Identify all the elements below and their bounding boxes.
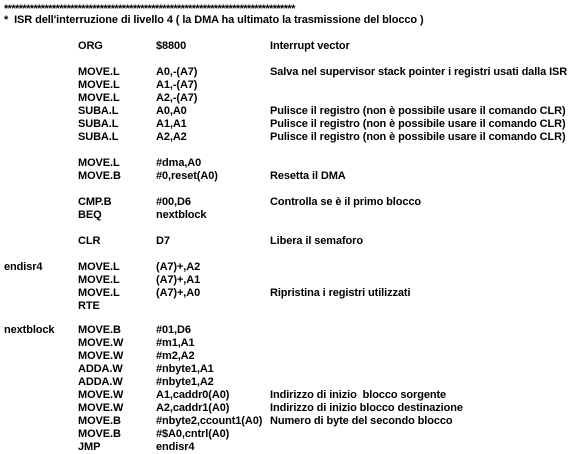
line-operand: #01,D6: [156, 324, 191, 336]
line-operand: #$A0,cntrl(A0): [156, 428, 230, 440]
line-opcode: MOVE.B: [78, 428, 121, 440]
line-operand: #m1,A1: [156, 337, 195, 349]
line-comment: Pulisce il registro (non è possibile usare il comando CLR): [270, 118, 566, 130]
line-operand: nextblock: [156, 209, 207, 221]
line-opcode: BEQ: [78, 209, 102, 221]
line-operand: A1,caddr0(A0): [156, 389, 230, 401]
line-opcode: MOVE.L: [78, 287, 120, 299]
line-comment: Interrupt vector: [270, 40, 350, 52]
line-operand: #nbyte1,A2: [156, 376, 214, 388]
line-operand: A2,A2: [156, 131, 187, 143]
line-label: endisr4: [4, 261, 43, 273]
line-operand: #dma,A0: [156, 157, 202, 169]
line-opcode: ORG: [78, 40, 103, 52]
line-opcode: MOVE.L: [78, 261, 120, 273]
line-opcode: SUBA.L: [78, 131, 119, 143]
line-opcode: MOVE.W: [78, 350, 124, 362]
line-comment: Pulisce il registro (non è possibile usare il comando CLR): [270, 131, 566, 143]
line-opcode: MOVE.B: [78, 170, 121, 182]
line-comment: Pulisce il registro (non è possibile usare il comando CLR): [270, 105, 566, 117]
line-operand: (A7)+,A2: [156, 261, 201, 273]
listing-title: * ISR dell'interruzione di livello 4 ( la DMA ha ultimato la trasmissione del blocco ): [4, 14, 424, 26]
line-operand: (A7)+,A0: [156, 287, 201, 299]
line-operand: #00,D6: [156, 196, 191, 208]
line-comment: Ripristina i registri utilizzati: [270, 287, 411, 299]
line-opcode: RTE: [78, 300, 100, 312]
line-comment: Indirizzo di inizio blocco sorgente: [270, 389, 447, 401]
line-operand: A0,-(A7): [156, 66, 198, 78]
line-label: nextblock: [4, 324, 55, 336]
line-comment: Libera il semaforo: [270, 235, 363, 247]
line-opcode: ADDA.W: [78, 376, 123, 388]
line-operand: D7: [156, 235, 170, 247]
line-opcode: JMP: [78, 441, 101, 453]
line-opcode: MOVE.W: [78, 402, 124, 414]
line-opcode: MOVE.L: [78, 66, 120, 78]
line-opcode: ADDA.W: [78, 363, 123, 375]
line-operand: (A7)+,A1: [156, 274, 201, 286]
line-operand: A1,-(A7): [156, 79, 198, 91]
line-comment: Numero di byte del secondo blocco: [270, 415, 453, 427]
separator-line: *******************************************************************************: [4, 3, 295, 15]
line-opcode: MOVE.L: [78, 92, 120, 104]
line-comment: Salva nel supervisor stack pointer i registri usati dalla ISR: [270, 66, 568, 78]
line-comment: Controlla se è il primo blocco: [270, 196, 422, 208]
line-opcode: SUBA.L: [78, 118, 119, 130]
line-operand: #0,reset(A0): [156, 170, 218, 182]
line-opcode: MOVE.W: [78, 389, 124, 401]
line-operand: A1,A1: [156, 118, 187, 130]
line-comment: Resetta il DMA: [270, 170, 346, 182]
line-comment: Indirizzo di inizio blocco destinazione: [270, 402, 463, 414]
line-operand: A0,A0: [156, 105, 187, 117]
line-operand: #nbyte1,A1: [156, 363, 214, 375]
line-opcode: MOVE.L: [78, 157, 120, 169]
line-operand: $8800: [156, 40, 187, 52]
line-opcode: CLR: [78, 235, 101, 247]
line-opcode: MOVE.B: [78, 324, 121, 336]
line-opcode: SUBA.L: [78, 105, 119, 117]
line-opcode: CMP.B: [78, 196, 112, 208]
line-opcode: MOVE.L: [78, 79, 120, 91]
line-operand: #nbyte2,ccount1(A0): [156, 415, 263, 427]
line-operand: #m2,A2: [156, 350, 195, 362]
line-operand: endisr4: [156, 441, 195, 453]
line-opcode: MOVE.L: [78, 274, 120, 286]
line-operand: A2,caddr1(A0): [156, 402, 230, 414]
line-opcode: MOVE.W: [78, 337, 124, 349]
line-operand: A2,-(A7): [156, 92, 198, 104]
line-opcode: MOVE.B: [78, 415, 121, 427]
